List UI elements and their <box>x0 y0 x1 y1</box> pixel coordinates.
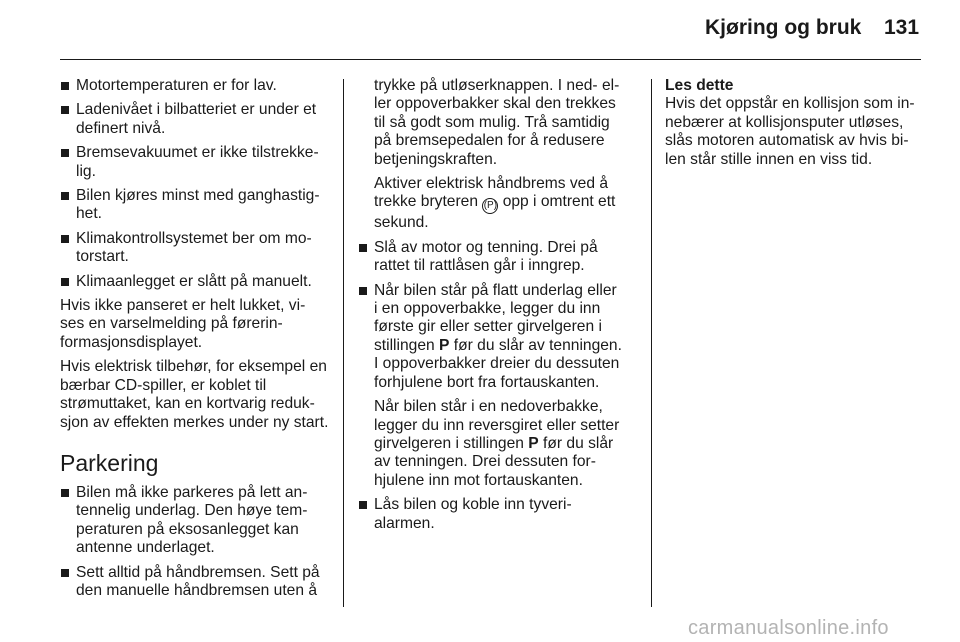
column-right <box>665 77 923 169</box>
electric-brake-text-2: opp i omtrent ett sekund. <box>374 193 616 232</box>
list-item: Bilen må ikke parkeres på lett an- tennelig underlag. Den høye tem- peraturen på eksosanlegget kan antenne underlaget. <box>60 484 332 558</box>
list-item: Motortemperaturen er for lav. <box>60 77 332 95</box>
note-text: Hvis det oppstår en kollisjon som in- nebærer at kollisjonsputer utløses, slås motoren automatisk av hvis bi- len står stille innen en viss tid. <box>665 95 915 168</box>
list-item <box>358 282 624 490</box>
section-heading-parking: Parkering <box>60 449 159 476</box>
column-divider-2 <box>651 79 652 607</box>
downhill-text-1: Når bilen står i en nedoverbakke, legger du inn reversgiret eller setter girvelgeren i stillingen <box>374 398 620 452</box>
electric-brake-text-1: Aktiver elektrisk håndbrems ved å trekke bryteren <box>374 175 609 211</box>
header-rule <box>60 59 921 60</box>
column-left <box>60 77 332 606</box>
gear-p-label-2: P <box>528 434 539 452</box>
page-number: 131 <box>884 16 920 39</box>
note-title: Les dette <box>665 77 734 94</box>
downhill-text-2: før du slår av tenningen. Drei dessuten for- hjulene inn mot fortauskanten. <box>374 434 614 489</box>
flat-ground-text-2: før du slår av tenningen. I oppoverbakker dreier du dessuten forhjulene bort fra fortauskanten. <box>374 336 622 391</box>
column-divider-1 <box>343 79 344 607</box>
list-item: Sett alltid på håndbremsen. Sett på den manuelle håndbremsen uten å <box>60 564 332 601</box>
flat-ground-text-1: Når bilen står på flatt underlag eller i en oppoverbakke, legger du inn første gir eller setter girvelgeren i stillingen <box>374 281 617 354</box>
paragraph-downhill <box>374 398 624 490</box>
watermark: carmanualsonline.info <box>688 617 889 639</box>
list-item: Lås bilen og koble inn tyveri- alarmen. <box>358 496 624 533</box>
list-item: Slå av motor og tenning. Drei på rattet til rattlåsen går i inngrep. <box>358 239 624 276</box>
list-item: Bremsevakuumet er ikke tilstrekke- lig. <box>60 144 332 181</box>
page-header-title: Kjøring og bruk <box>705 16 862 39</box>
paragraph-accessories: Hvis elektrisk tilbehør, for eksempel en bærbar CD-spiller, er koblet til strømuttaket, kan en kortvarig reduk- sjon av effekten merkes under ny start. <box>60 358 329 431</box>
column-middle <box>358 77 624 539</box>
start-conditions-list <box>60 77 332 291</box>
paragraph-hood: Hvis ikke panseret er helt lukket, vi- ses en varselmelding på førerin- formasjonsdisplayet. <box>60 297 306 351</box>
parking-brake-icon: (P) <box>482 198 498 214</box>
parking-steps-list <box>358 239 624 533</box>
list-item: Klimakontrollsystemet ber om mo- torstart. <box>60 230 332 267</box>
list-item: Bilen kjøres minst med ganghastig- het. <box>60 187 332 224</box>
paragraph-electric-brake <box>358 175 624 233</box>
list-item: Ladenivået i bilbatteriet er under et definert nivå. <box>60 101 332 138</box>
parking-list <box>60 484 332 600</box>
list-item: Klimaanlegget er slått på manuelt. <box>60 273 332 291</box>
paragraph-handbrake-continued: trykke på utløserknappen. I ned- el- ler oppoverbakker skal den trekkes til så godt som mulig. Trå samtidig på bremsepedalen for å redusere betjeningskraften. <box>374 77 620 168</box>
gear-p-label: P <box>439 336 450 354</box>
